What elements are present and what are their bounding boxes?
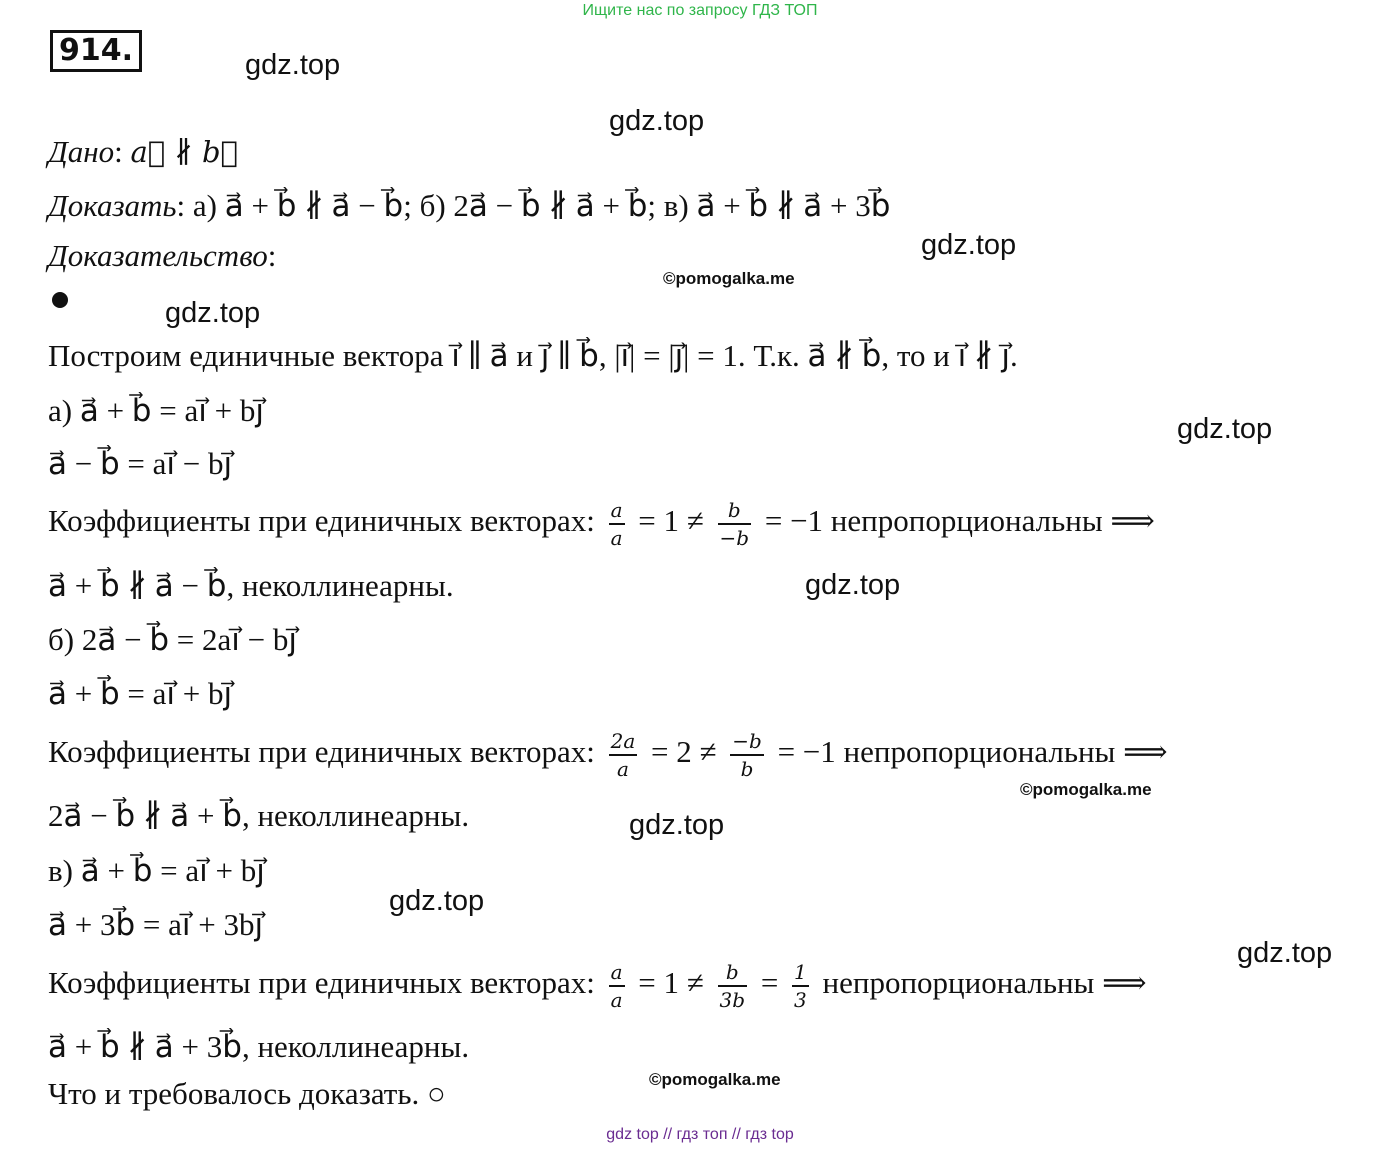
prove-label: Доказать	[48, 188, 177, 223]
part-b-line2: a⃗ + b⃗ = ai⃗ + bj⃗	[48, 676, 233, 711]
fraction-denominator: 3b	[719, 988, 746, 1012]
watermark-gdz: gdz.top	[805, 569, 901, 601]
coef-result: непропорциональны ⟹	[822, 965, 1147, 1001]
coef-eq: =	[760, 965, 779, 1001]
part-c-line1: в) a⃗ + b⃗ = ai⃗ + bj⃗	[48, 853, 265, 888]
fraction-denominator: 3	[794, 988, 807, 1012]
part-a-conclusion: a⃗ + b⃗ ∦ a⃗ − b⃗, неколлинеарны.	[48, 568, 454, 603]
coef-mid: = 1 ≠	[638, 965, 704, 1001]
fraction-denominator: a	[616, 757, 629, 781]
part-c-line2: a⃗ + 3b⃗ = ai⃗ + 3bj⃗	[48, 907, 264, 942]
given-colon: :	[114, 134, 123, 169]
proof-colon: :	[267, 238, 277, 273]
proof-heading	[48, 236, 276, 276]
watermark-gdz: gdz.top	[609, 105, 705, 137]
watermark-pomogalka: ©pomogalka.me	[649, 1070, 781, 1089]
coef-result: = −1 непропорциональны ⟹	[764, 503, 1155, 539]
part-b-conclusion: 2a⃗ − b⃗ ∦ a⃗ + b⃗, неколлинеарны.	[48, 798, 470, 833]
proof-intro: Построим единичные вектора i⃗ ∥ a⃗ и j⃗ ∥ b⃗, |i⃗| = |j⃗| = 1. Т.к. a⃗ ∦ b⃗, то и i⃗ ∦ j⃗.	[48, 338, 1018, 373]
watermark-gdz: gdz.top	[389, 885, 485, 917]
watermark-gdz: gdz.top	[1237, 937, 1333, 969]
watermark-gdz: gdz.top	[1177, 413, 1273, 445]
part-a-line2: a⃗ − b⃗ = ai⃗ − bj⃗	[48, 446, 233, 481]
fraction-numerator: 2a	[609, 730, 638, 756]
fraction	[609, 730, 638, 780]
top-banner: Ищите нас по запросу ГДЗ ТОП	[582, 2, 818, 19]
watermark-gdz: gdz.top	[165, 297, 261, 329]
problem-number: 914.	[50, 30, 142, 72]
fraction	[730, 730, 764, 780]
fraction	[718, 961, 748, 1011]
fraction-numerator: 1	[792, 961, 809, 987]
bullet-point	[52, 292, 68, 308]
fraction	[609, 961, 625, 1011]
fraction-numerator: a	[609, 499, 625, 525]
coef-text: Коэффициенты при единичных векторах:	[48, 503, 595, 539]
fraction-numerator: a	[609, 961, 625, 987]
proof-label: Доказательство	[48, 238, 268, 273]
fraction-numerator: −b	[730, 730, 764, 756]
part-a-line1: а) a⃗ + b⃗ = ai⃗ + bj⃗	[48, 393, 264, 428]
coef-mid: = 1 ≠	[638, 503, 704, 539]
qed-line: Что и требовалось доказать. ○	[48, 1076, 446, 1111]
watermark-pomogalka: ©pomogalka.me	[1020, 780, 1152, 799]
prove-line	[48, 186, 890, 226]
given-label: Дано	[48, 134, 115, 169]
coef-text: Коэффициенты при единичных векторах:	[48, 965, 595, 1001]
part-b-line1: б) 2a⃗ − b⃗ = 2ai⃗ − bj⃗	[48, 622, 297, 657]
fraction	[609, 499, 625, 549]
watermark-pomogalka: ©pomogalka.me	[663, 269, 795, 288]
footer-links: gdz top // гдз топ // гдз top	[606, 1126, 794, 1143]
part-c-conclusion: a⃗ + b⃗ ∦ a⃗ + 3b⃗, неколлинеарны.	[48, 1029, 470, 1064]
fraction-denominator: a	[610, 988, 623, 1012]
coef-mid: = 2 ≠	[651, 734, 717, 770]
watermark-gdz: gdz.top	[629, 809, 725, 841]
prove-statement: : а) a⃗ + b⃗ ∦ a⃗ − b⃗; б) 2a⃗ − b⃗ ∦ a⃗ + b⃗; в) a⃗ + b⃗ ∦ a⃗ + 3b⃗	[176, 188, 891, 223]
fraction-denominator: b	[740, 757, 754, 781]
given-expression: a⃗ ∦ b⃗	[130, 135, 238, 169]
fraction	[792, 961, 809, 1011]
fraction	[718, 499, 752, 549]
watermark-gdz: gdz.top	[245, 49, 341, 81]
fraction-denominator: −b	[719, 526, 750, 550]
fraction-numerator: b	[718, 961, 748, 987]
coef-result: = −1 непропорциональны ⟹	[777, 734, 1168, 770]
watermark-gdz: gdz.top	[921, 229, 1017, 261]
given-line	[48, 132, 238, 172]
fraction-denominator: a	[610, 526, 623, 550]
fraction-numerator: b	[718, 499, 752, 525]
coef-text: Коэффициенты при единичных векторах:	[48, 734, 595, 770]
part-a-coefficients	[48, 499, 1155, 549]
part-c-coefficients	[48, 961, 1147, 1011]
part-b-coefficients	[48, 730, 1168, 780]
